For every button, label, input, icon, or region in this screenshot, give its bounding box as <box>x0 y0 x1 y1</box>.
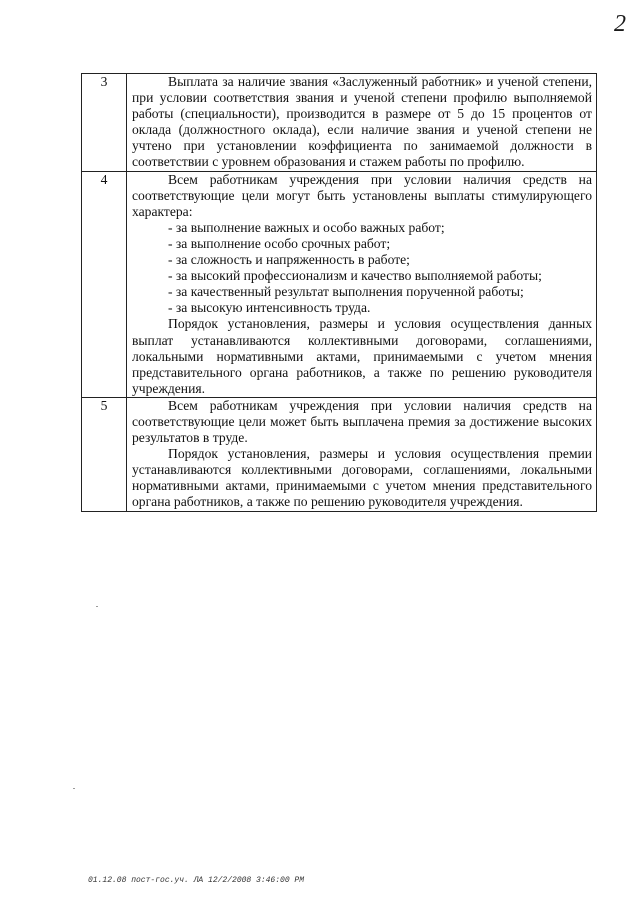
table-row <box>82 171 597 397</box>
paragraph-intro: Всем работникам учреждения при условии наличия средств на соответствующие цели могут быть установлены выплаты стимулирующего характера: <box>132 171 592 219</box>
table-row <box>82 397 597 511</box>
paragraph: Выплата за наличие звания «Заслуженный работник» и ученой степени, при условии соответствия звания и ученой степени профилю выполняемой работы (специальности), производится в размере от 5 до 15 процентов от оклада (должностного оклада), если наличие звания и ученой степени не учтено при установлении коэффициента по занимаемой должности в соответствии с уровнем образования и стажем работы по профилю. <box>132 74 592 170</box>
paragraph: Порядок установления, размеры и условия осуществления премии устанавливаются коллективными договорами, соглашениями, локальными нормативными актами, принимаемыми с учетом мнения представительного органа работников, а также по решению руководителя учреждения. <box>132 446 592 510</box>
row-number: 4 <box>82 171 127 397</box>
page-number: 2 <box>614 11 626 37</box>
document-table <box>81 73 597 512</box>
paragraph-outro: Порядок установления, размеры и условия осуществления данных выплат устанавливаются коллективными договорами, соглашениями, локальными нормативными актами, принимаемыми с учетом мнения представительного органа работников, а также по решению руководителя учреждения. <box>132 316 592 396</box>
list-item: - за высокую интенсивность труда. <box>168 300 371 316</box>
list-item: - за выполнение важных и особо важных работ; <box>168 219 445 235</box>
row-number: 3 <box>82 74 127 172</box>
row-content <box>127 171 597 397</box>
list-item: - за сложность и напряженность в работе; <box>168 252 410 268</box>
row-content <box>127 74 597 172</box>
scan-speck <box>96 606 98 607</box>
row-number: 5 <box>82 397 127 511</box>
table-row <box>82 74 597 172</box>
row-content <box>127 397 597 511</box>
list-item: - за выполнение особо срочных работ; <box>168 235 391 251</box>
list-item: - за качественный результат выполнения порученной работы; <box>168 284 524 300</box>
scan-speck <box>73 788 75 789</box>
list-item: - за высокий профессионализм и качество выполняемой работы; <box>168 268 542 284</box>
paragraph: Всем работникам учреждения при условии наличия средств на соответствующие цели может быть выплачена премия за достижение высоких результатов в труде. <box>132 397 592 446</box>
footer-stamp: 01.12.08 пост-гос.уч. ЛА 12/2/2008 3:46:00 PM <box>88 876 305 885</box>
